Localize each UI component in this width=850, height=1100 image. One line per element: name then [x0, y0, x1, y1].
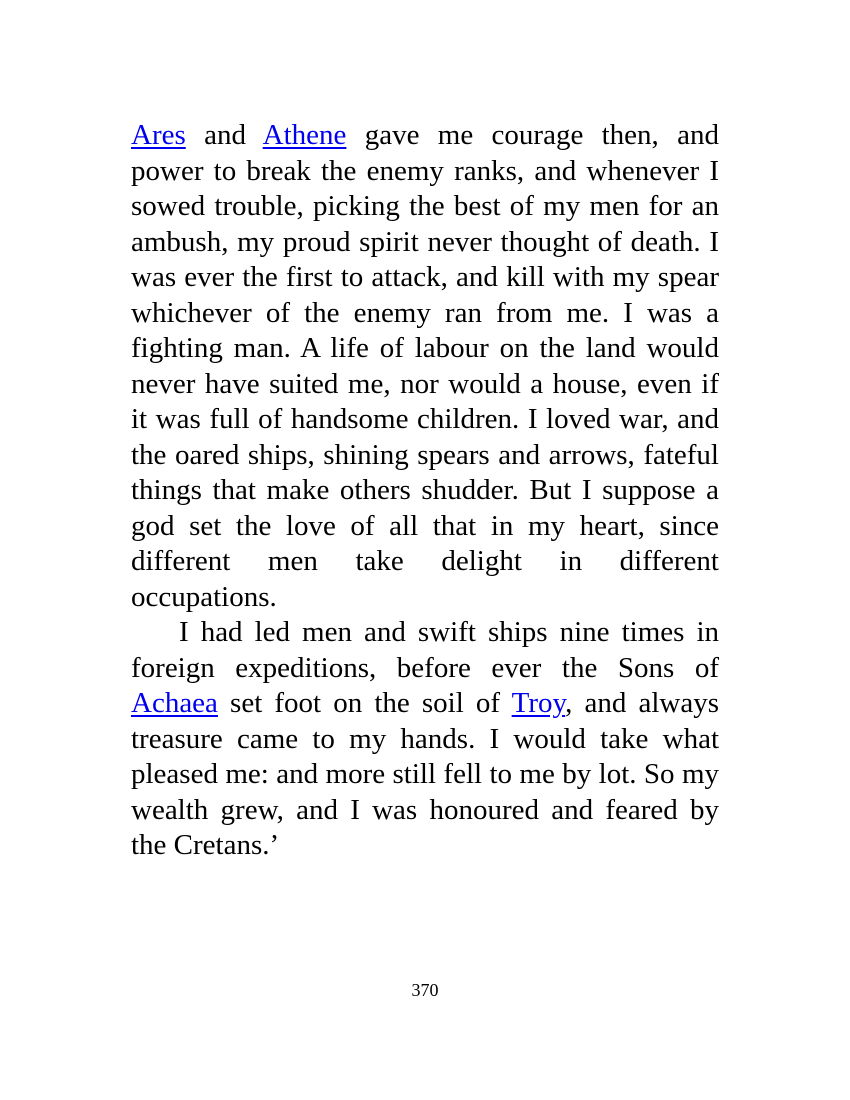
- paragraph-1: [131, 118, 719, 615]
- text-span: I had led men and swift ships nine times in foreign expeditions, before ever the Sons of: [131, 616, 719, 684]
- page-number: 370: [411, 980, 439, 1000]
- link-troy[interactable]: Troy: [511, 687, 566, 719]
- link-achaea[interactable]: Achaea: [131, 687, 218, 719]
- text-span: and: [185, 119, 263, 151]
- text-span: set foot on the soil of: [217, 687, 512, 719]
- link-athene[interactable]: Athene: [262, 119, 347, 151]
- text-span: gave me courage then, and power to break the enemy ranks, and whenever I sowed trouble, picking the best of my men for an ambush, my proud spirit never thought of death. I was ever the first to attack, and kill with my spear whichever of the enemy ran from me. I was a fighting man. A life of labour on the land would never have suited me, nor would a house, even if it was full of handsome children. I loved war, and the oared ships, shining spears and arrows, fateful things that make others shudder. But I suppose a god set the love of all that in my heart, since different men take delight in different occupations.: [131, 119, 719, 613]
- body-text: [131, 118, 719, 864]
- paragraph-2: [131, 615, 719, 864]
- text-span: , and always treasure came to my hands. I would take what pleased me: and more still fell to me by lot. So my wealth grew, and I was honoured and feared by the Cretans.’: [131, 687, 720, 861]
- link-ares[interactable]: Ares: [131, 119, 186, 151]
